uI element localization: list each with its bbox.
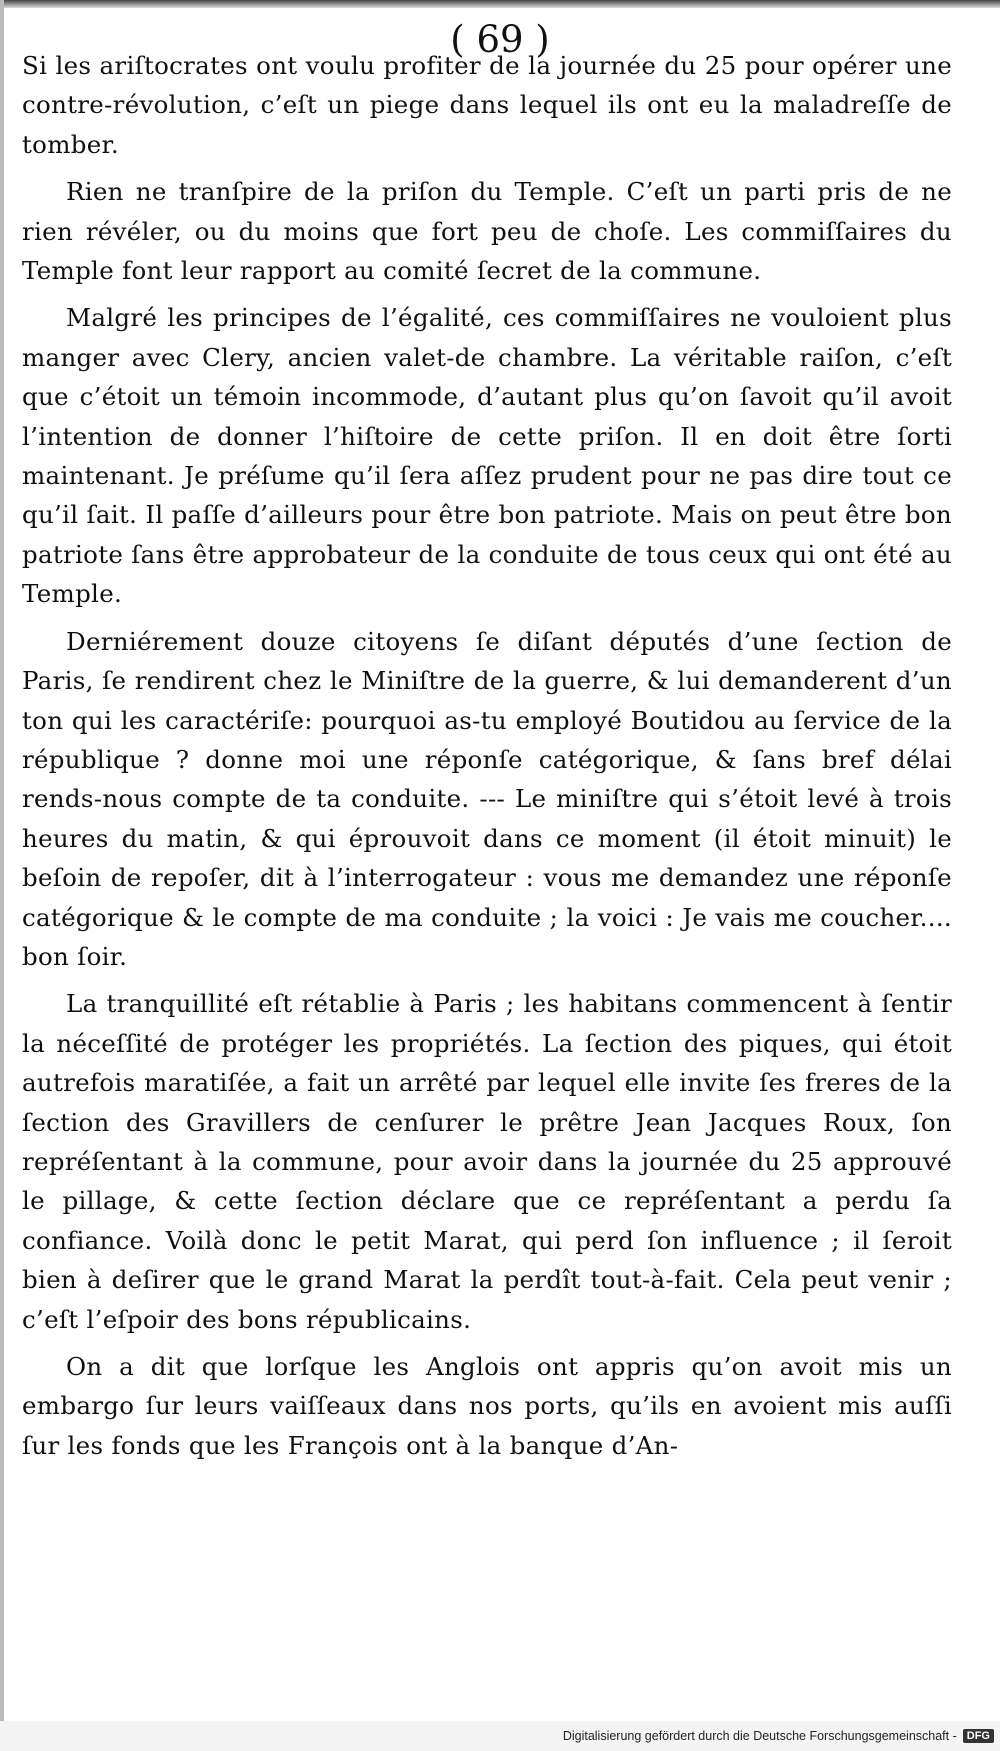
- paragraph: Derniérement douze citoyens ſe diſant députés d’une ſection de Paris, ſe rendirent chez le Miniſtre de la guerre, & lui demanderent d’un ton qui les caractériſe: pourquoi as-tu employé Boutidou au ſervice de la république ? donne moi une réponſe catégorique, & ſans bref délai rends-nous compte de ta conduite. --- Le miniſtre qui s’étoit levé à trois heures du matin, & qui éprouvoit dans ce moment (il étoit minuit) le beſoin de repoſer, dit à l’interrogateur : vous me demandez une réponſe catégorique & le compte de ma conduite ; la voici : Je vais me coucher.... bon ſoir.: [22, 626, 952, 971]
- paragraph: Malgré les principes de l’égalité, ces commiſſaires ne vouloient plus manger avec Clery, ancien valet-de chambre. La véritable raiſon, c’eſt que c’étoit un témoin incommode, d’autant plus qu’on ſavoit qu’il avoit l’intention de donner l’hiſtoire de cette priſon. Il en doit être ſorti maintenant. Je préſume qu’il ſera aſſez prudent pour ne pas dire tout ce qu’il ſait. Il paſſe d’ailleurs pour être bon patriote. Mais on peut être bon patriote ſans être approbateur de la conduite de tous ceux qui ont été au Temple.: [22, 303, 952, 609]
- paragraph: La tranquillité eſt rétablie à Paris ; les habitans commencent à ſentir la néceſſité de protéger les propriétés. La ſection des piques, qui étoit autrefois maratiſée, a fait un arrêté par lequel elle invite ſes freres de la ſection des Gravillers de cenſurer le prêtre Jean Jacques Roux, ſon repréſentant à la commune, pour avoir dans la journée du 25 approuvé le pillage, & cette ſection déclare que ce repréſentant a perdu ſa confiance. Voilà donc le petit Marat, qui perd ſon influence ; il ſeroit bien à deſirer que le grand Marat la perdît tout-à-fait. Cela peut venir ; c’eſt l’eſpoir des bons républicains.: [22, 989, 952, 1334]
- digitization-credit: [563, 1723, 994, 1749]
- paragraph: Si les ariſtocrates ont voulu profiter de la journée du 25 pour opérer une contre-révolution, c’eſt un piege dans lequel ils ont eu la maladreſſe de tomber.: [22, 51, 952, 159]
- paragraph: On a dit que lorſque les Anglois ont appris qu’on avoit mis un embargo ſur leurs vaiſſeaux dans nos ports, qu’ils en avoient mis auſſi ſur les fonds que les François ont à la banque d’An-: [22, 1352, 952, 1460]
- page-number: ( 69 ): [450, 18, 550, 61]
- paragraph: Rien ne tranſpire de la priſon du Temple. C’eſt un parti pris de ne rien révéler, ou du moins que fort peu de choſe. Les commiſſaires du Temple font leur rapport au comité ſecret de la commune.: [22, 177, 952, 286]
- scan-left-edge: [0, 0, 4, 1751]
- credit-text: Digitalisierung gefördert durch die Deutsche Forschungsgemeinschaft -: [562, 1729, 957, 1743]
- body-text: [22, 46, 952, 1473]
- dfg-logo: DFG: [963, 1729, 994, 1743]
- scan-top-edge: [0, 0, 1000, 8]
